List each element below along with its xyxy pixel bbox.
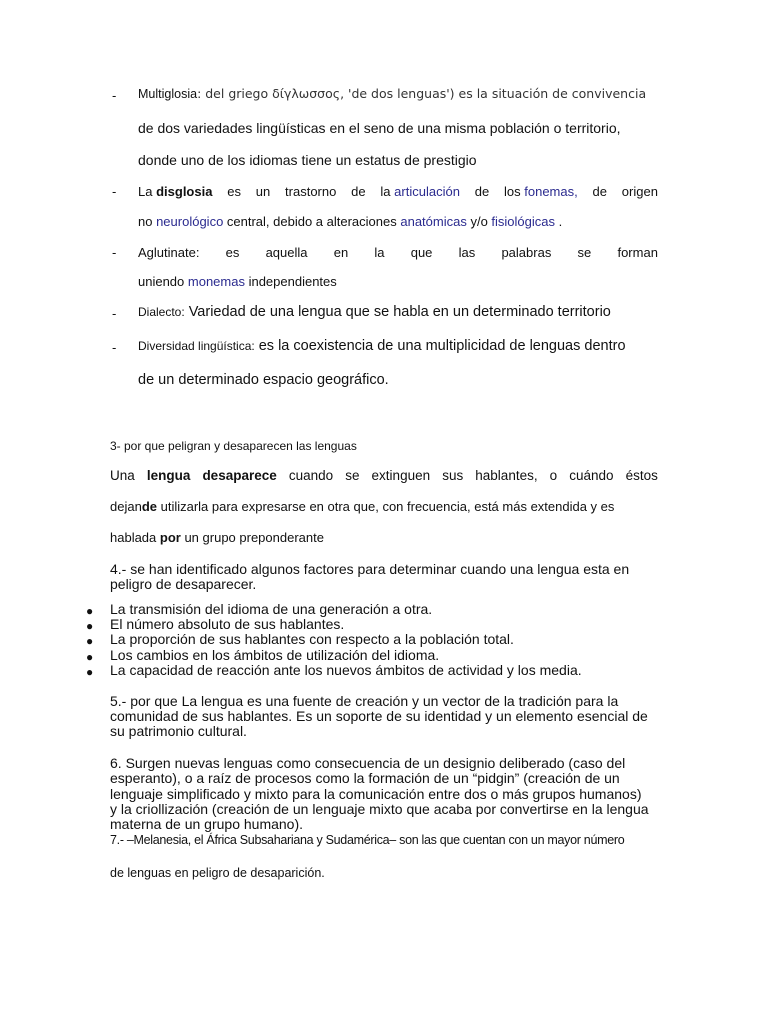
bullet-icon: ●: [86, 619, 94, 633]
section6-line2: esperanto), o a raíz de procesos como la formación de un “pidgin” (creación de un: [110, 770, 620, 786]
diversidad-line2: de un determinado espacio geográfico.: [138, 372, 389, 388]
diversidad-definition: es la coexistencia de una multiplicidad de lenguas dentro: [254, 338, 626, 354]
aglutinate-line2: uniendo monemas independientes: [138, 274, 337, 289]
diversidad-line1: [138, 337, 626, 355]
section5-line2: comunidad de sus hablantes. Es un soporte de su identidad y un elemento esencial de: [110, 708, 648, 724]
section6-line5: materna de un grupo humano).: [110, 816, 304, 832]
section3-heading: 3- por que peligran y desaparecen las lenguas: [110, 439, 357, 453]
list-dash: -: [112, 306, 117, 321]
list-dash: -: [112, 88, 117, 103]
section7-line1: 7.- –Melanesia, el África Subsahariana y Sudamérica– son las que cuentan con un mayor número: [110, 833, 625, 847]
list-item: La proporción de sus hablantes con respecto a la población total.: [110, 631, 514, 647]
section4-line1: 4.- se han identificado algunos factores para determinar cuando una lengua esta en: [110, 561, 630, 577]
list-dash: -: [112, 245, 117, 260]
diversidad-term: Diversidad lingüística:: [138, 339, 255, 353]
section3-line1: Una lengua desaparece cuando se extinguen sus hablantes, o cuándo éstos: [110, 468, 658, 483]
section3-line2: dejande utilizarla para expresarse en otra que, con frecuencia, está más extendida y es: [110, 499, 615, 514]
list-dash: -: [112, 340, 117, 355]
aglutinate-line1: Aglutinate: es aquella en la que las palabras se forman: [138, 245, 658, 260]
multiglosia-line3: donde uno de los idiomas tiene un estatus de prestigio: [138, 152, 477, 168]
section6-line4: y la criollización (creación de un lenguaje mixto que acaba por convertirse en la lengua: [110, 801, 649, 817]
link-monemas[interactable]: monemas: [187, 274, 245, 289]
link-fonemas[interactable]: fonemas,: [524, 184, 578, 199]
list-dash: -: [112, 184, 117, 199]
link-neurologico[interactable]: neurológico: [156, 214, 224, 229]
bullet-icon: ●: [86, 634, 94, 648]
bullet-icon: ●: [86, 665, 94, 679]
section6-line3: lenguaje simplificado y mixto para la comunicación entre dos o más grupos humanos): [110, 786, 642, 802]
dialecto-line: [138, 303, 611, 321]
multiglosia-term: Multiglosia: [138, 87, 198, 101]
section4-line2: peligro de desaparecer.: [110, 576, 257, 592]
dialecto-term: Dialecto:: [138, 305, 185, 319]
disglosia-term: disglosia: [156, 184, 213, 199]
disglosia-line1: La disglosia es un trastorno de la articulación de los fonemas, de origen: [138, 184, 658, 199]
link-articulacion[interactable]: articulación: [394, 184, 460, 199]
multiglosia-line1: [138, 86, 646, 101]
list-item: El número absoluto de sus hablantes.: [110, 616, 345, 632]
dialecto-definition: Variedad de una lengua que se habla en un determinado territorio: [184, 304, 611, 320]
disglosia-line2: no neurológico central, debido a alteraciones anatómicas y/o fisiológicas .: [138, 214, 563, 229]
list-item: La transmisión del idioma de una generación a otra.: [110, 601, 433, 617]
section5-line1: 5.- por que La lengua es una fuente de creación y un vector de la tradición para la: [110, 693, 619, 709]
list-item: La capacidad de reacción ante los nuevos ámbitos de actividad y los media.: [110, 662, 582, 678]
section5-line3: su patrimonio cultural.: [110, 723, 247, 739]
bullet-icon: ●: [86, 650, 94, 664]
multiglosia-definition: : del griego δίγλωσσος, 'de dos lenguas') es la situación de convivencia: [197, 86, 647, 101]
multiglosia-line2: de dos variedades lingüísticas en el seno de una misma población o territorio,: [138, 120, 621, 136]
link-fisiologicas[interactable]: fisiológicas: [491, 214, 556, 229]
list-item: Los cambios en los ámbitos de utilización del idioma.: [110, 647, 440, 663]
bullet-icon: ●: [86, 604, 94, 618]
section6-line1: 6. Surgen nuevas lenguas como consecuencia de un designio deliberado (caso del: [110, 755, 626, 771]
section7-line2: de lenguas en peligro de desaparición.: [110, 866, 325, 880]
link-anatomicas[interactable]: anatómicas: [400, 214, 467, 229]
section3-line3: hablada por un grupo preponderante: [110, 530, 324, 545]
